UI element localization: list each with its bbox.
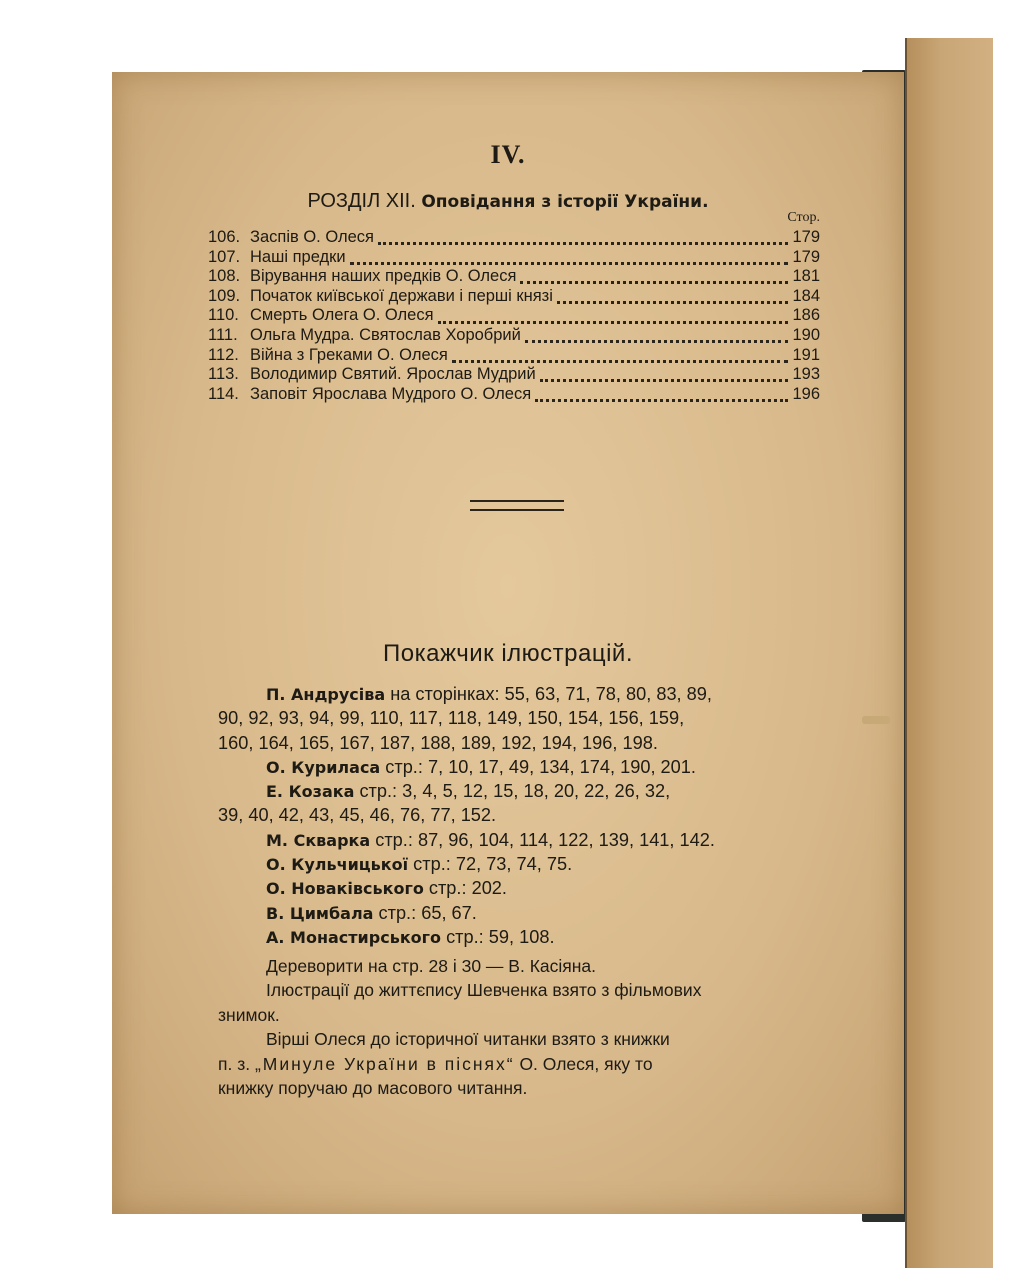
facing-page-edge [905, 38, 993, 1268]
toc-entry [208, 228, 820, 248]
illustration-pages: на сторінках: 55, 63, 71, 78, 80, 83, 89, [385, 684, 712, 704]
illustration-pages: стр.: 59, 108. [441, 926, 555, 947]
toc-entry-title: Вірування наших предків О. Олеся [250, 267, 517, 286]
illustrations-index [218, 684, 830, 951]
note-line [218, 956, 830, 980]
note-text: знимок. [218, 1004, 280, 1025]
illustration-pages: стр.: 7, 10, 17, 49, 134, 174, 190, 201. [380, 756, 696, 777]
illustration-pages: стр.: 72, 73, 74, 75. [408, 854, 573, 875]
toc-entry-number: 108. [208, 267, 241, 286]
toc-entry-page: 184 [792, 286, 820, 305]
toc-entry-number: 111. [208, 325, 238, 344]
illustration-pages: стр.: 87, 96, 104, 114, 122, 139, 141, 142. [370, 829, 715, 850]
toc-entry [208, 267, 820, 287]
section-heading [152, 190, 864, 213]
note-line [218, 1054, 830, 1078]
toc-entry-title: Ольга Мудра. Святослав Хоробрий [250, 325, 521, 344]
note-text: Ілюстрації до життєпису Шевченка взято з фільмових [266, 980, 702, 1001]
toc-entry-page: 196 [792, 384, 820, 403]
toc-leader-dots [535, 389, 788, 402]
toc-leader-dots [557, 291, 789, 304]
illustration-line [218, 903, 830, 927]
section-number: РОЗДІЛ XII. [307, 190, 416, 212]
toc-entry-number: 106. [208, 228, 241, 246]
illustration-line [218, 805, 830, 829]
illustration-pages: стр.: 3, 4, 5, 12, 15, 18, 20, 22, 26, 32, [354, 781, 671, 802]
toc-entry [208, 287, 820, 307]
toc-entry-number: 112. [208, 345, 239, 364]
note-line [218, 980, 830, 1004]
toc-entry-page: 190 [792, 325, 820, 344]
illustration-line [218, 708, 830, 732]
note-text: п. з. [218, 1053, 255, 1074]
toc-entry-title: Володимир Святий. Ярослав Мудрий [250, 365, 536, 384]
illustration-pages: стр.: 65, 67. [373, 902, 477, 923]
section-title: Оповідання з історії України. [421, 192, 709, 212]
illustration-pages: стр.: 202. [423, 878, 507, 899]
table-of-contents [208, 228, 820, 404]
toc-entry-title: Початок київської держави і перші князі [250, 286, 553, 305]
illustrator-name: Е. Козака [266, 782, 355, 802]
toc-leader-dots [520, 271, 788, 284]
toc-entry-number: 107. [208, 247, 241, 266]
toc-entry-number: 109. [208, 286, 241, 305]
illustration-line [218, 854, 830, 878]
toc-entry-title: Війна з Греками О. Олеся [250, 345, 448, 364]
illustration-pages: 90, 92, 93, 94, 99, 110, 117, 118, 149, 150, 154, 156, 159, [218, 708, 685, 729]
illustrator-name: О. Новаківського [266, 879, 424, 899]
page-number: IV. [490, 140, 526, 169]
illustrations-title: Покажчик ілюстрацій. [382, 640, 633, 667]
toc-entry-title: Заповіт Ярослава Мудрого О. Олеся [250, 384, 532, 403]
toc-entry-page: 179 [792, 247, 820, 266]
illustrator-name: П. Андрусіва [266, 685, 386, 704]
toc-leader-dots [525, 330, 789, 343]
toc-leader-dots [378, 232, 788, 245]
toc-entry-page: 193 [792, 365, 820, 384]
illustration-line [218, 927, 830, 951]
illustration-line [218, 757, 830, 781]
illustrator-name: О. Куриласа [266, 757, 381, 777]
illustration-pages: 39, 40, 42, 43, 45, 46, 76, 77, 152. [218, 805, 497, 826]
toc-entry [208, 365, 820, 385]
toc-entry [208, 346, 820, 366]
book-title: „Минуле України в піснях“ [254, 1053, 515, 1074]
illustrator-name: О. Кульчицької [266, 855, 409, 875]
note-text: О. Олеся, яку то [514, 1053, 653, 1074]
illustrator-name: М. Скварка [266, 830, 371, 850]
illustration-line [218, 830, 830, 854]
toc-entry [208, 248, 820, 268]
note-line [218, 1078, 830, 1102]
toc-entry-number: 110. [208, 306, 239, 325]
toc-entry [208, 326, 820, 346]
illustration-line [218, 781, 830, 805]
toc-entry-page: 186 [792, 306, 820, 325]
toc-leader-dots [438, 311, 789, 324]
page-edge-tab [862, 716, 890, 724]
illustration-line [218, 733, 830, 757]
toc-entry-page: 181 [792, 267, 820, 286]
divider-line-top [470, 500, 564, 502]
divider-line-bottom [470, 509, 564, 511]
illustration-line [218, 684, 830, 708]
toc-entry-page: 191 [792, 345, 820, 364]
notes [218, 956, 830, 1102]
book-page [112, 72, 904, 1214]
toc-entry-title: Смерть Олега О. Олеся [250, 306, 434, 325]
toc-entry-title: Наші предки [250, 247, 346, 266]
note-text: книжку поручаю до масового читання. [218, 1077, 528, 1098]
toc-entry-page: 179 [792, 228, 820, 246]
illustrator-name: В. Цимбала [266, 903, 374, 923]
illustration-line [218, 878, 830, 902]
note-text: Вірші Олеся до історичної читанки взято з книжки [266, 1029, 670, 1050]
toc-entry [208, 306, 820, 326]
note-line [218, 1029, 830, 1053]
toc-entry [208, 385, 820, 405]
toc-entry-number: 113. [208, 365, 239, 384]
page-column-label: Стор. [787, 210, 820, 225]
toc-leader-dots [540, 369, 789, 382]
toc-leader-dots [452, 350, 789, 363]
toc-entry-number: 114. [208, 384, 239, 403]
illustrator-name: А. Монастирського [266, 927, 442, 947]
toc-entry-title: Заспів О. Олеся [250, 228, 374, 246]
note-text: Дереворити на стр. 28 і 30 — В. Касіяна. [266, 956, 596, 976]
illustration-pages: 160, 164, 165, 167, 187, 188, 189, 192, 194, 196, 198. [218, 732, 658, 753]
toc-leader-dots [350, 252, 789, 265]
note-line [218, 1005, 830, 1029]
